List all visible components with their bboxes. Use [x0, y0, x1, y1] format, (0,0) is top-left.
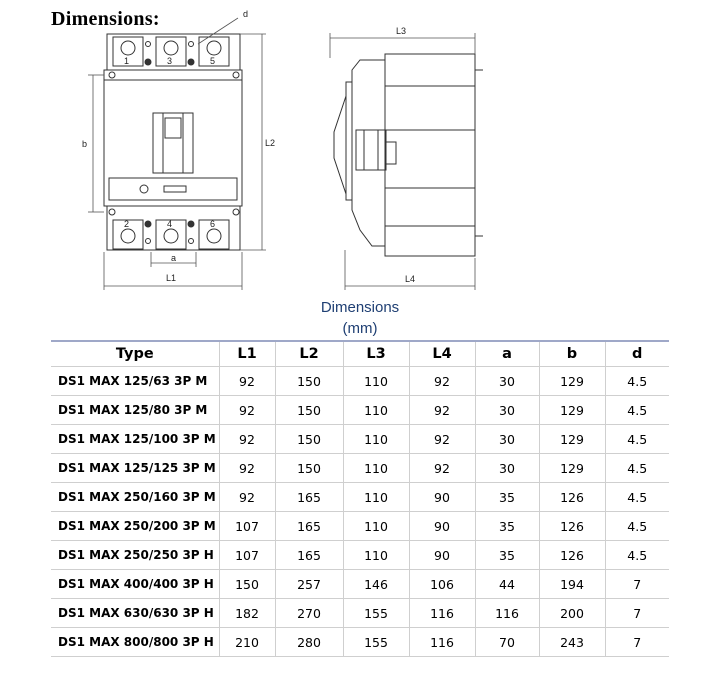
cell-b: 129: [539, 425, 605, 454]
cell-l3: 155: [343, 599, 409, 628]
cell-d: 7: [605, 599, 669, 628]
header-a: a: [475, 341, 539, 367]
cell-a: 30: [475, 425, 539, 454]
table-row: [51, 483, 669, 512]
cell-l2: 270: [275, 599, 343, 628]
cell-l1: 210: [219, 628, 275, 657]
cell-l4: 90: [409, 541, 475, 570]
cell-d: 7: [605, 570, 669, 599]
caption-unit: (mm): [342, 320, 378, 337]
cell-d: 4.5: [605, 512, 669, 541]
cell-l1: 92: [219, 367, 275, 396]
cell-a: 116: [475, 599, 539, 628]
cell-d: 4.5: [605, 541, 669, 570]
header-b: b: [539, 341, 605, 367]
dimensions-table: [51, 340, 669, 657]
cell-l1: 92: [219, 483, 275, 512]
cell-b: 126: [539, 512, 605, 541]
table-caption: [290, 297, 430, 339]
cell-b: 129: [539, 454, 605, 483]
cell-b: 200: [539, 599, 605, 628]
header-l3: L3: [343, 341, 409, 367]
cell-l1: 92: [219, 425, 275, 454]
terminal-number: 3: [167, 56, 173, 66]
cell-b: 129: [539, 396, 605, 425]
cell-type: DS1 MAX 125/63 3P M: [51, 367, 219, 396]
table-row: [51, 628, 669, 657]
cell-type: DS1 MAX 250/200 3P M: [51, 512, 219, 541]
cell-b: 126: [539, 483, 605, 512]
cell-a: 30: [475, 396, 539, 425]
cell-a: 35: [475, 541, 539, 570]
cell-l2: 150: [275, 396, 343, 425]
cell-a: 44: [475, 570, 539, 599]
cell-d: 4.5: [605, 367, 669, 396]
cell-l4: 106: [409, 570, 475, 599]
cell-d: 7: [605, 628, 669, 657]
cell-a: 70: [475, 628, 539, 657]
label-l1: L1: [166, 273, 177, 283]
table-row: [51, 570, 669, 599]
cell-type: DS1 MAX 250/250 3P H: [51, 541, 219, 570]
cell-l2: 280: [275, 628, 343, 657]
technical-drawing: [0, 0, 722, 300]
cell-l3: 110: [343, 512, 409, 541]
cell-l4: 92: [409, 425, 475, 454]
cell-l2: 150: [275, 367, 343, 396]
cell-l3: 110: [343, 425, 409, 454]
label-l2: L2: [265, 138, 276, 148]
terminal-number: 4: [167, 219, 173, 229]
cell-l4: 90: [409, 512, 475, 541]
terminal-number: 6: [210, 219, 216, 229]
cell-l2: 165: [275, 541, 343, 570]
label-a: a: [171, 253, 177, 263]
cell-l2: 150: [275, 425, 343, 454]
cell-l4: 116: [409, 599, 475, 628]
cell-l4: 90: [409, 483, 475, 512]
terminal-number: 5: [210, 56, 216, 66]
cell-l3: 110: [343, 483, 409, 512]
cell-a: 30: [475, 367, 539, 396]
terminal-number: 1: [124, 56, 130, 66]
cell-d: 4.5: [605, 396, 669, 425]
cell-l3: 110: [343, 367, 409, 396]
cell-l3: 110: [343, 541, 409, 570]
table-row: [51, 541, 669, 570]
cell-type: DS1 MAX 250/160 3P M: [51, 483, 219, 512]
cell-type: DS1 MAX 125/80 3P M: [51, 396, 219, 425]
cell-l2: 165: [275, 512, 343, 541]
header-d: d: [605, 341, 669, 367]
table-row: [51, 454, 669, 483]
cell-l1: 107: [219, 541, 275, 570]
header-l2: L2: [275, 341, 343, 367]
cell-l2: 165: [275, 483, 343, 512]
table-row: [51, 396, 669, 425]
cell-l1: 107: [219, 512, 275, 541]
table-row: [51, 367, 669, 396]
label-d: d: [243, 9, 249, 19]
cell-type: DS1 MAX 800/800 3P H: [51, 628, 219, 657]
cell-l3: 146: [343, 570, 409, 599]
cell-l2: 150: [275, 454, 343, 483]
cell-type: DS1 MAX 125/125 3P M: [51, 454, 219, 483]
table-header-row: [51, 341, 669, 367]
cell-a: 35: [475, 512, 539, 541]
cell-l4: 92: [409, 454, 475, 483]
cell-a: 35: [475, 483, 539, 512]
cell-l3: 155: [343, 628, 409, 657]
cell-d: 4.5: [605, 425, 669, 454]
cell-l2: 257: [275, 570, 343, 599]
cell-l1: 92: [219, 454, 275, 483]
cell-type: DS1 MAX 630/630 3P H: [51, 599, 219, 628]
terminal-number: 2: [124, 219, 130, 229]
cell-l1: 182: [219, 599, 275, 628]
table-row: [51, 599, 669, 628]
front-view-breaker: [104, 34, 242, 250]
cell-l4: 92: [409, 367, 475, 396]
table-row: [51, 425, 669, 454]
cell-a: 30: [475, 454, 539, 483]
cell-type: DS1 MAX 125/100 3P M: [51, 425, 219, 454]
cell-d: 4.5: [605, 454, 669, 483]
cell-b: 243: [539, 628, 605, 657]
header-type: Type: [51, 341, 219, 367]
label-b: b: [82, 139, 88, 149]
label-l3: L3: [396, 26, 407, 36]
header-l1: L1: [219, 341, 275, 367]
cell-b: 194: [539, 570, 605, 599]
dimensions-heading: Dimensions:: [51, 8, 160, 30]
caption-title: Dimensions: [320, 299, 400, 316]
cell-l4: 92: [409, 396, 475, 425]
cell-b: 126: [539, 541, 605, 570]
label-l4: L4: [405, 274, 416, 284]
cell-d: 4.5: [605, 483, 669, 512]
cell-type: DS1 MAX 400/400 3P H: [51, 570, 219, 599]
cell-b: 129: [539, 367, 605, 396]
cell-l3: 110: [343, 396, 409, 425]
cell-l3: 110: [343, 454, 409, 483]
table-row: [51, 512, 669, 541]
side-view-breaker: [334, 54, 483, 256]
cell-l1: 92: [219, 396, 275, 425]
header-l4: L4: [409, 341, 475, 367]
cell-l1: 150: [219, 570, 275, 599]
cell-l4: 116: [409, 628, 475, 657]
